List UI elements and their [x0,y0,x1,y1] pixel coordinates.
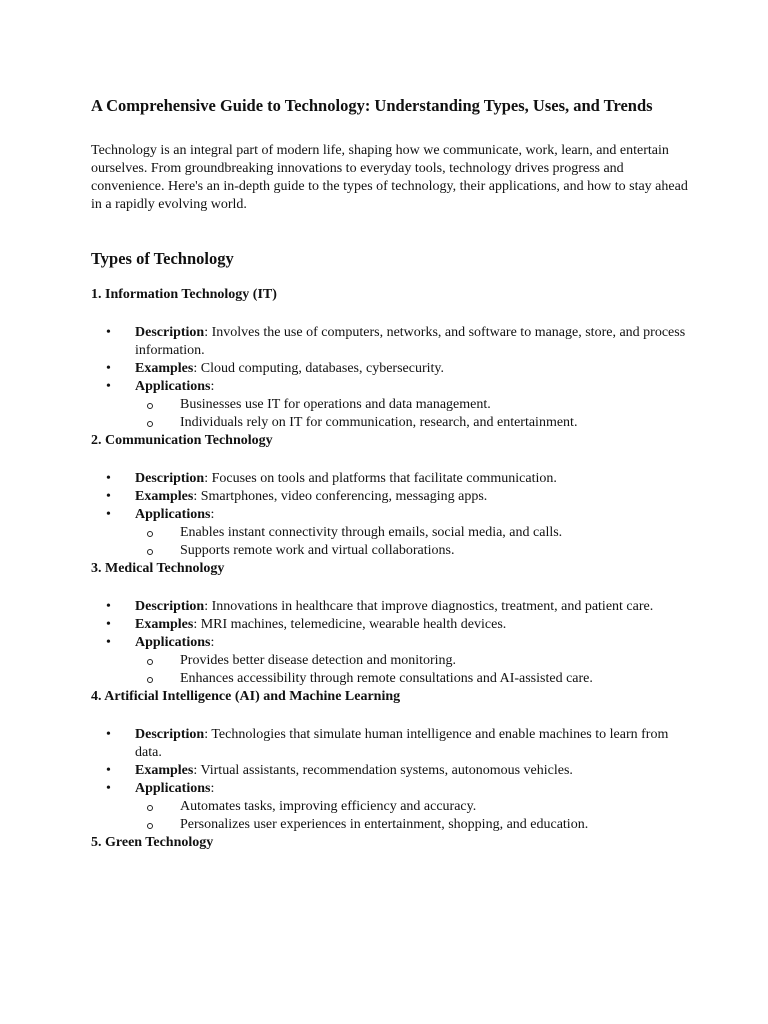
bullet-text: : MRI machines, telemedicine, wearable health devices. [193,617,507,632]
examples-item [91,762,691,780]
application-text: Businesses use IT for operations and data management. [180,397,491,412]
bullet-label: Applications [135,635,211,650]
applications-sublist [135,524,691,560]
bullet-list [91,324,691,432]
subsection [91,286,691,432]
bullet-label: Applications [135,507,211,522]
bullet-list [91,598,691,688]
bullet-label: Applications [135,781,211,796]
bullet-text: : [210,507,215,522]
application-item [135,816,691,834]
application-text: Supports remote work and virtual collaborations. [180,543,455,558]
subsection-title: 3. Medical Technology [91,561,225,576]
application-item [135,524,691,542]
bullet-text: : Smartphones, video conferencing, messaging apps. [193,489,488,504]
bullet-dot-icon: • [106,325,111,340]
application-text: Individuals rely on IT for communication, research, and entertainment. [180,415,578,430]
bullet-list [91,470,691,560]
bullet-list [91,726,691,834]
application-item [135,670,691,688]
bullet-label: Description [135,599,205,614]
bullet-label: Examples [135,361,194,376]
bullet-text: : [210,635,215,650]
application-item [135,542,691,560]
bullet-label: Examples [135,489,194,504]
examples-item [91,360,691,378]
application-item [135,652,691,670]
bullet-text: : Cloud computing, databases, cybersecurity. [193,361,444,376]
bullet-label: Applications [135,379,211,394]
applications-item [91,378,691,432]
application-item [135,414,691,432]
examples-item [91,616,691,634]
subsection [91,688,691,834]
application-text: Enables instant connectivity through emails, social media, and calls. [180,525,563,540]
application-text: Provides better disease detection and monitoring. [180,653,457,668]
bullet-text: : Virtual assistants, recommendation systems, autonomous vehicles. [193,763,573,778]
bullet-text: : Technologies that simulate human intelligence and enable machines to learn from data. [135,727,669,760]
subsection [91,560,691,688]
bullet-text: : [210,379,215,394]
description-item [91,598,691,616]
subsection [91,432,691,560]
bullet-dot-icon: • [106,727,111,742]
applications-sublist [135,396,691,432]
bullet-label: Examples [135,617,194,632]
section-title: Types of Technology [91,249,234,268]
bullet-label: Description [135,727,205,742]
hollow-circle-bullet-icon [147,531,153,537]
applications-item [91,506,691,560]
description-item [91,324,691,360]
hollow-circle-bullet-icon [147,677,153,683]
bullet-text: : Focuses on tools and platforms that facilitate communication. [204,471,557,486]
subsection-title: 4. Artificial Intelligence (AI) and Machine Learning [91,689,401,704]
hollow-circle-bullet-icon [147,403,153,409]
applications-sublist [135,798,691,834]
subsection-list [91,286,691,834]
subsection-title: 5. Green Technology [91,835,214,850]
bullet-dot-icon: • [106,617,111,632]
bullet-label: Description [135,325,205,340]
bullet-dot-icon: • [106,489,111,504]
bullet-dot-icon: • [106,379,111,394]
hollow-circle-bullet-icon [147,659,153,665]
applications-sublist [135,652,691,688]
description-item [91,470,691,488]
bullet-dot-icon: • [106,763,111,778]
hollow-circle-bullet-icon [147,549,153,555]
application-text: Enhances accessibility through remote consultations and AI-assisted care. [180,671,593,686]
bullet-dot-icon: • [106,507,111,522]
document-page [91,94,691,852]
hollow-circle-bullet-icon [147,421,153,427]
subsection-title: 1. Information Technology (IT) [91,287,277,302]
application-item [135,798,691,816]
applications-item [91,780,691,834]
bullet-dot-icon: • [106,361,111,376]
bullet-dot-icon: • [106,471,111,486]
bullet-dot-icon: • [106,781,111,796]
bullet-text: : Innovations in healthcare that improve diagnostics, treatment, and patient care. [204,599,654,614]
bullet-text: : Involves the use of computers, networks, and software to manage, store, and process information. [135,325,686,358]
bullet-label: Examples [135,763,194,778]
bullet-label: Description [135,471,205,486]
bullet-text: : [210,781,215,796]
document-title: A Comprehensive Guide to Technology: Understanding Types, Uses, and Trends [91,96,653,115]
applications-item [91,634,691,688]
application-item [135,396,691,414]
examples-item [91,488,691,506]
application-text: Automates tasks, improving efficiency and accuracy. [180,799,477,814]
hollow-circle-bullet-icon [147,823,153,829]
hollow-circle-bullet-icon [147,805,153,811]
application-text: Personalizes user experiences in entertainment, shopping, and education. [180,817,589,832]
bullet-dot-icon: • [106,635,111,650]
subsection-title: 2. Communication Technology [91,433,273,448]
description-item [91,726,691,762]
intro-paragraph: Technology is an integral part of modern life, shaping how we communicate, work, learn, and entertain ourselves. From groundbreaking innovations to everyday tools, technology drives progress and convenience. Here's an in-depth guide to the types of technology, their applications, and how to stay ahead in a rapidly evolving world. [91,143,688,212]
bullet-dot-icon: • [106,599,111,614]
